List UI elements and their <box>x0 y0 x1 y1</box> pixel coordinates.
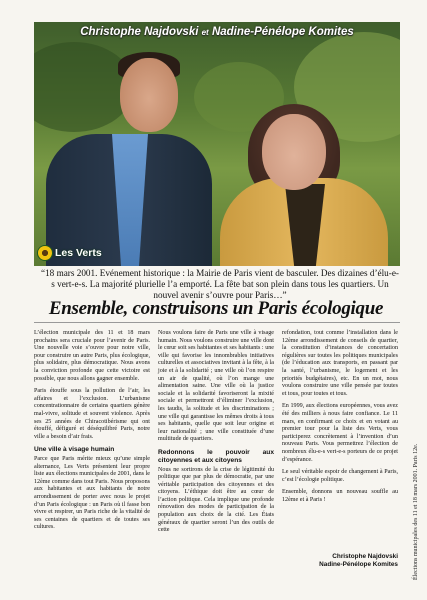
foliage <box>34 42 134 132</box>
intro-quote: “18 mars 2001. Evénement historique : la Mairie de Paris vient de basculer. Des dizaines d’élu-e-s vert-e-s. La majorité plurielle l’a emporté. La fête bat son plein dans tous les quartiers. Un nouvel avenir s’ouvre pour Paris…” <box>41 268 399 300</box>
paragraph: refondation, tout comme l’installation dans le 12ème arrondissement de conseils de quartier, la constitution d’instances de concertation régulières sur toutes les politiques municipales (de l’éducation aux transports, en passant par la santé, l’urbanisme, le logement et les priorités budgétaires), etc. En un mot, nous voulons construire une ville pensée par toutes et tous, pour toutes et tous. <box>282 330 398 397</box>
column-1 <box>34 330 150 537</box>
candidate-name-1: Christophe Najdovski <box>80 26 199 38</box>
paragraph: Nous voulons faire de Paris une ville à visage humain. Nous voulons construire une ville dont le cœur soit ses habitantes et ses habitants : une ville qui favorise les innombrables initiatives culturelles et associatives invitant à la fête, à la joie et à la solidarité ; une ville où l’on respire un air de qualité, où l’on mange une alimentation saine. Une ville où la justice sociale et la solidarité favoriseront la mixité sociale et permettront d’éliminer l’exclusion, les taudis, la solitude et les discriminations ; une ville qui garantisse les mêmes droits à tous ses habitants, quelle que soit leur origine et leur nationalité ; une ville constituée d’une multitude de quartiers. <box>158 330 274 443</box>
vertical-side-note: Élections municipales des 11 et 18 mars 2001. Paris 12e. <box>413 443 419 580</box>
signature-block <box>282 553 398 569</box>
paragraph: Parce que Paris mérite mieux qu’une simple alternance, Les Verts présentent leur propre liste aux élections municipales de 2001, dans le 12ème comme dans tout Paris. Nous proposons aux habitantes et aux habitants de notre arrondissement de porter avec nous le projet d’un Paris écologique : un Paris où il fasse bon vivre et respirer, un Paris riche de la vitalité de ses centaines de quartiers et de toutes ses cultures. <box>34 456 150 531</box>
candidates-photo <box>34 22 400 266</box>
divider <box>34 322 400 323</box>
section-heading: Une ville à visage humain <box>34 446 115 454</box>
paragraph: Ensemble, donnons un nouveau souffle au 12ème et à Paris ! <box>282 489 398 503</box>
main-headline: Ensemble, construisons un Paris écologique <box>48 298 384 319</box>
paragraph: Le seul véritable espoir de changement à Paris, c’est l’écologie politique. <box>282 469 398 483</box>
signature-name-1: Christophe Najdovski <box>332 553 398 560</box>
paragraph: En 1999, aux élections européennes, vous avez été des milliers à nous faire confiance. Le 11 mars, en confirmant ce choix et en votant au premier tour pour la liste des Verts, vous participerez concrètement à l’invention d’un nouveau Paris. Vous permettrez l’élection de nombreux élu-e-s vert-e-s porteurs de ce projet d’espérance. <box>282 403 398 463</box>
paragraph: L’élection municipale des 11 et 18 mars prochains sera cruciale pour l’avenir de Paris. Une nouvelle voie s’ouvre pour notre ville, pour construire un autre Paris, plus écologique, plus solidaire, plus démocratique. Nous avons la conviction profonde que cette victoire est possible, que nous allons gagner ensemble. <box>34 330 150 382</box>
woman-face <box>262 114 326 190</box>
candidate-name-2: Nadine-Pénélope Komites <box>211 26 354 38</box>
section-heading: Redonnons le pouvoir aux citoyennes et aux citoyens <box>158 448 274 464</box>
paragraph: Nous ne sortirons de la crise de légitimité du politique que par plus de démocratie, par une véritable participation des citoyennes et des citoyens. L’éthique doit être au cœur de l’action politique. Cela implique une profonde rénovation des modes de participation de la population aux choix de la cité. Les États généraux de quartier seront l’un des outils de cette <box>158 466 274 534</box>
logo-text: Les Verts <box>55 247 102 259</box>
photo-caption-names <box>34 26 400 38</box>
man-face <box>120 58 178 132</box>
column-2 <box>158 330 274 540</box>
caption-and: et <box>201 28 209 37</box>
sunflower-icon <box>38 246 52 260</box>
column-3 <box>282 330 398 509</box>
les-verts-logo <box>38 244 102 262</box>
paragraph: Paris étouffe sous la pollution de l’air, les affaires et l’exclusion. L’urbanisme concentrationnaire de certains quartiers génère mal-vivre, solitude et souvent violence. Après ses 25 années de Chiracotibérisme qui ont étouffé, défiguré et déséquilibré Paris, notre ville a besoin d’air frais. <box>34 388 150 440</box>
signature-name-2: Nadine-Pénélope Komites <box>319 561 398 568</box>
